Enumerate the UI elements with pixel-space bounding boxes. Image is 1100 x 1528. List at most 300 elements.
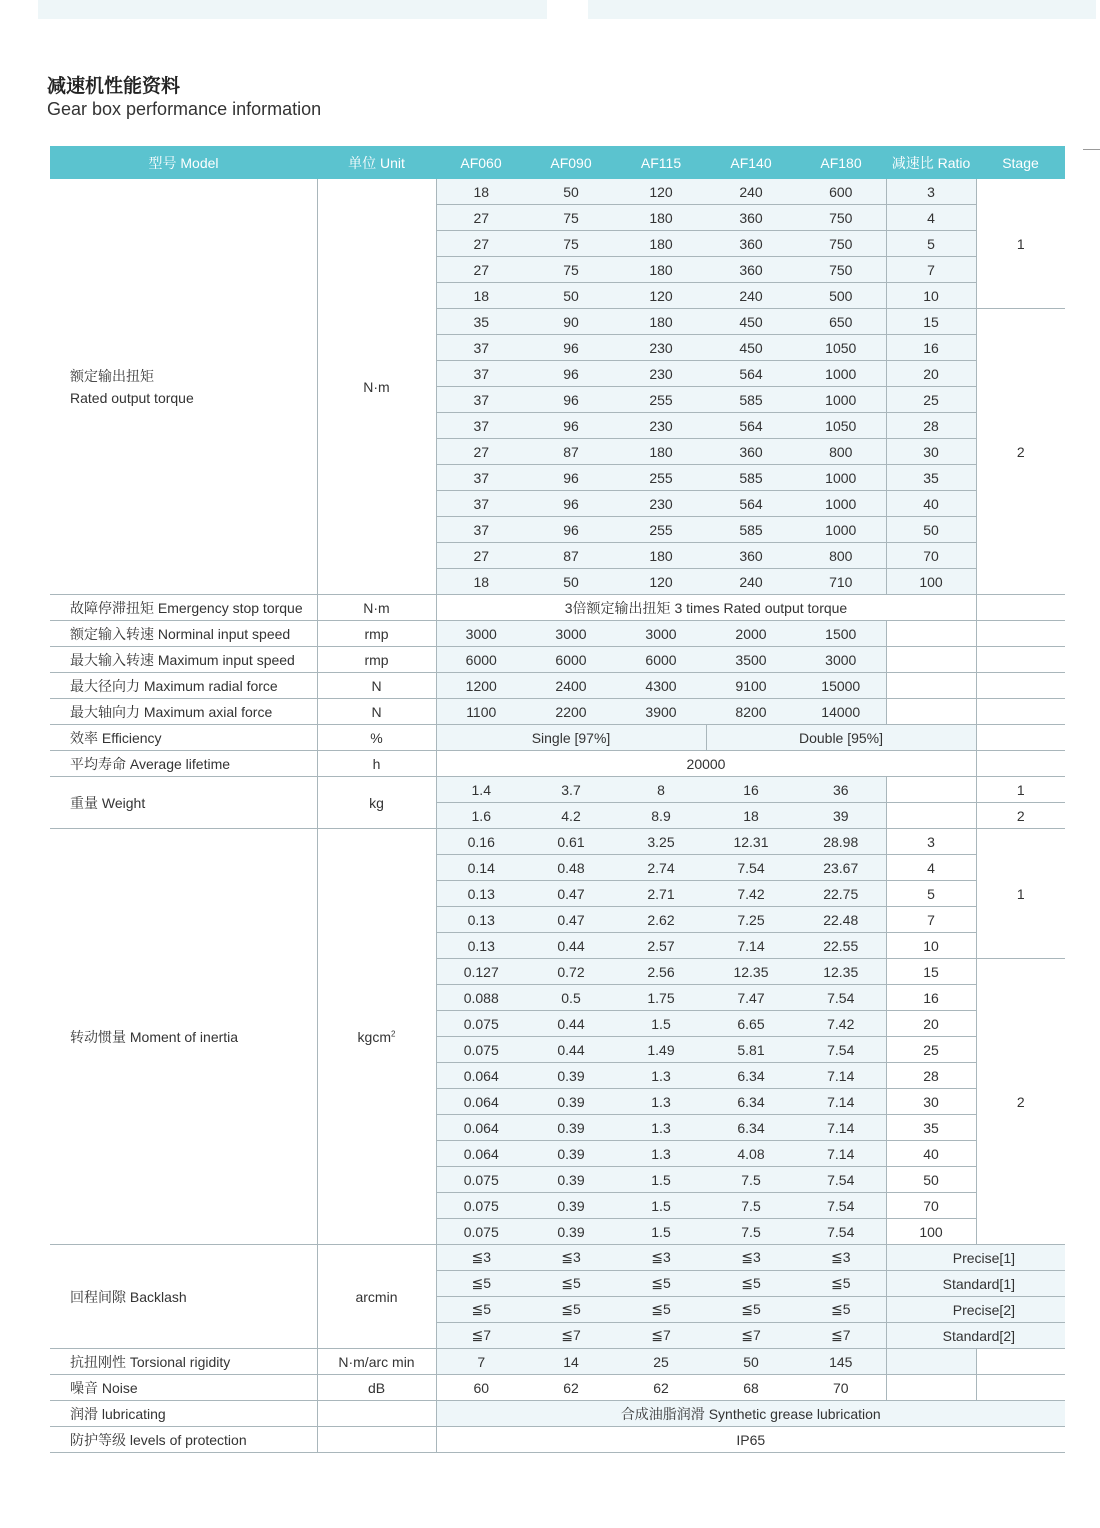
inertia-af060: 0.127	[436, 959, 526, 985]
torque-af140: 450	[706, 309, 796, 335]
inertia-af060: 0.075	[436, 1167, 526, 1193]
inertia-ratio: 70	[886, 1193, 976, 1219]
inertia-af140: 7.25	[706, 907, 796, 933]
efficiency-stage	[976, 725, 1065, 751]
spec-row	[50, 647, 1065, 673]
backlash-af180: ≦7	[796, 1323, 886, 1349]
inertia-af115: 1.3	[616, 1089, 706, 1115]
lubrication-value: 合成油脂润滑 Synthetic grease lubrication	[436, 1401, 1065, 1427]
torque-af180: 1000	[796, 465, 886, 491]
backlash-af115: ≦7	[616, 1323, 706, 1349]
inertia-af180: 7.14	[796, 1141, 886, 1167]
inertia-af115: 1.5	[616, 1011, 706, 1037]
efficiency-label: 效率 Efficiency	[50, 725, 317, 751]
torque-af115: 180	[616, 543, 706, 569]
torque-ratio: 3	[886, 179, 976, 205]
weight-af115: 8.9	[616, 803, 706, 829]
inertia-stage-1: 1	[976, 829, 1065, 959]
inertia-af180: 7.14	[796, 1089, 886, 1115]
protection-label: 防护等级 levels of protection	[50, 1427, 317, 1453]
weight-af090: 4.2	[526, 803, 616, 829]
torque-label	[50, 179, 317, 595]
inertia-unit-base: kgcm	[357, 1028, 391, 1045]
weight-af180: 36	[796, 777, 886, 803]
spec-label: 最大径向力 Maximum radial force	[50, 673, 317, 699]
backlash-af090: ≦7	[526, 1323, 616, 1349]
torque-ratio: 20	[886, 361, 976, 387]
noise-ratio	[886, 1375, 976, 1401]
backlash-af140: ≦7	[706, 1323, 796, 1349]
spec-af090: 2400	[526, 673, 616, 699]
torque-label-en: Rated output torque	[70, 389, 194, 406]
page-title-en: Gear box performance information	[47, 99, 322, 119]
inertia-af090: 0.39	[526, 1063, 616, 1089]
torque-af140: 564	[706, 413, 796, 439]
spec-af090: 2200	[526, 699, 616, 725]
header-af115: AF115	[616, 146, 706, 179]
torque-ratio: 28	[886, 413, 976, 439]
torque-af060: 35	[436, 309, 526, 335]
efficiency-single: Single [97%]	[436, 725, 706, 751]
inertia-ratio: 10	[886, 933, 976, 959]
torque-af115: 230	[616, 361, 706, 387]
backlash-af115: ≦5	[616, 1297, 706, 1323]
torque-af140: 585	[706, 465, 796, 491]
inertia-unit	[317, 829, 436, 1245]
inertia-af090: 0.5	[526, 985, 616, 1011]
efficiency-double: Double [95%]	[706, 725, 976, 751]
header-af140: AF140	[706, 146, 796, 179]
backlash-af060: ≦5	[436, 1297, 526, 1323]
weight-af115: 8	[616, 777, 706, 803]
backlash-af140: ≦5	[706, 1297, 796, 1323]
inertia-af060: 0.064	[436, 1141, 526, 1167]
torque-af090: 90	[526, 309, 616, 335]
torque-af140: 564	[706, 361, 796, 387]
inertia-af180: 28.98	[796, 829, 886, 855]
noise-af180: 70	[796, 1375, 886, 1401]
lifetime-unit: h	[317, 751, 436, 777]
header-af060: AF060	[436, 146, 526, 179]
inertia-ratio: 50	[886, 1167, 976, 1193]
torque-af115: 255	[616, 517, 706, 543]
top-banner-right	[588, 0, 1096, 19]
inertia-ratio: 30	[886, 1089, 976, 1115]
torque-af090: 87	[526, 543, 616, 569]
noise-af090: 62	[526, 1375, 616, 1401]
emergency-unit: N·m	[317, 595, 436, 621]
inertia-ratio: 5	[886, 881, 976, 907]
inertia-af180: 7.14	[796, 1063, 886, 1089]
edge-tick	[1083, 149, 1100, 150]
torque-af060: 37	[436, 517, 526, 543]
inertia-af140: 4.08	[706, 1141, 796, 1167]
torque-af140: 585	[706, 517, 796, 543]
inertia-ratio: 20	[886, 1011, 976, 1037]
torque-af180: 750	[796, 205, 886, 231]
spec-af060: 3000	[436, 621, 526, 647]
inertia-label: 转动惯量 Moment of inertia	[50, 829, 317, 1245]
performance-table	[50, 146, 1065, 1453]
weight-af060: 1.6	[436, 803, 526, 829]
header-ratio: 减速比 Ratio	[886, 146, 976, 179]
torque-af060: 37	[436, 335, 526, 361]
backlash-label: 回程间隙 Backlash	[50, 1245, 317, 1349]
inertia-af115: 1.3	[616, 1115, 706, 1141]
backlash-af090: ≦5	[526, 1297, 616, 1323]
noise-af115: 62	[616, 1375, 706, 1401]
spec-stage	[976, 621, 1065, 647]
spec-stage	[976, 699, 1065, 725]
emergency-label: 故障停滞扭矩 Emergency stop torque	[50, 595, 317, 621]
inertia-af060: 0.064	[436, 1115, 526, 1141]
inertia-unit-exponent: 2	[391, 1028, 396, 1038]
torque-af090: 96	[526, 361, 616, 387]
torque-af060: 27	[436, 439, 526, 465]
inertia-af060: 0.16	[436, 829, 526, 855]
table-header-row	[50, 146, 1065, 179]
header-af090: AF090	[526, 146, 616, 179]
torque-af180: 600	[796, 179, 886, 205]
backlash-af060: ≦5	[436, 1271, 526, 1297]
inertia-af090: 0.44	[526, 1011, 616, 1037]
spec-row	[50, 673, 1065, 699]
noise-unit: dB	[317, 1375, 436, 1401]
spec-ratio	[886, 621, 976, 647]
torque-ratio: 7	[886, 257, 976, 283]
inertia-ratio: 7	[886, 907, 976, 933]
inertia-af180: 7.54	[796, 1193, 886, 1219]
torque-af140: 585	[706, 387, 796, 413]
top-banner-left	[38, 0, 547, 19]
torque-af140: 360	[706, 231, 796, 257]
torque-ratio: 70	[886, 543, 976, 569]
page-title-cn: 减速机性能资料	[47, 76, 181, 97]
weight-label: 重量 Weight	[50, 777, 317, 829]
inertia-af115: 2.71	[616, 881, 706, 907]
header-af180: AF180	[796, 146, 886, 179]
torque-af140: 360	[706, 205, 796, 231]
lifetime-stage	[976, 751, 1065, 777]
inertia-af180: 7.14	[796, 1115, 886, 1141]
rigidity-row	[50, 1349, 1065, 1375]
torque-af115: 255	[616, 465, 706, 491]
inertia-ratio: 16	[886, 985, 976, 1011]
torque-label-cn: 额定输出扭矩	[70, 367, 154, 384]
inertia-af140: 6.34	[706, 1115, 796, 1141]
lifetime-row	[50, 751, 1065, 777]
torque-af060: 37	[436, 491, 526, 517]
torque-af090: 75	[526, 257, 616, 283]
torque-af090: 50	[526, 283, 616, 309]
inertia-af180: 22.48	[796, 907, 886, 933]
spec-label: 最大输入转速 Maximum input speed	[50, 647, 317, 673]
inertia-af115: 1.49	[616, 1037, 706, 1063]
spec-unit: rmp	[317, 647, 436, 673]
inertia-af090: 0.47	[526, 907, 616, 933]
spec-af090: 3000	[526, 621, 616, 647]
torque-af115: 180	[616, 309, 706, 335]
inertia-ratio: 35	[886, 1115, 976, 1141]
backlash-af140: ≦5	[706, 1271, 796, 1297]
inertia-af180: 7.54	[796, 1037, 886, 1063]
lifetime-value: 20000	[436, 751, 976, 777]
protection-row	[50, 1427, 1065, 1453]
torque-af140: 564	[706, 491, 796, 517]
torque-af090: 87	[526, 439, 616, 465]
emergency-value: 3倍额定输出扭矩 3 times Rated output torque	[436, 595, 976, 621]
torque-af060: 37	[436, 387, 526, 413]
noise-af140: 68	[706, 1375, 796, 1401]
backlash-row	[50, 1245, 1065, 1271]
torque-af090: 96	[526, 517, 616, 543]
rigidity-af180: 145	[796, 1349, 886, 1375]
torque-af060: 37	[436, 361, 526, 387]
emergency-row	[50, 595, 1065, 621]
inertia-af060: 0.075	[436, 1219, 526, 1245]
torque-af115: 230	[616, 335, 706, 361]
inertia-af115: 2.56	[616, 959, 706, 985]
inertia-af090: 0.39	[526, 1141, 616, 1167]
torque-af090: 96	[526, 465, 616, 491]
efficiency-row	[50, 725, 1065, 751]
backlash-af090: ≦3	[526, 1245, 616, 1271]
inertia-af115: 2.57	[616, 933, 706, 959]
inertia-ratio: 4	[886, 855, 976, 881]
weight-unit: kg	[317, 777, 436, 829]
torque-af060: 27	[436, 231, 526, 257]
inertia-af090: 0.44	[526, 1037, 616, 1063]
spec-af060: 1100	[436, 699, 526, 725]
inertia-af115: 1.75	[616, 985, 706, 1011]
inertia-af140: 6.34	[706, 1089, 796, 1115]
inertia-ratio: 15	[886, 959, 976, 985]
lubrication-row	[50, 1401, 1065, 1427]
torque-af115: 230	[616, 491, 706, 517]
weight-stage: 2	[976, 803, 1065, 829]
backlash-type: Precise[2]	[886, 1297, 1065, 1323]
spec-af140: 2000	[706, 621, 796, 647]
spec-ratio	[886, 673, 976, 699]
spec-stage	[976, 647, 1065, 673]
spec-unit: N	[317, 673, 436, 699]
backlash-type: Standard[1]	[886, 1271, 1065, 1297]
weight-af140: 16	[706, 777, 796, 803]
weight-ratio	[886, 777, 976, 803]
torque-af060: 37	[436, 465, 526, 491]
torque-af090: 50	[526, 179, 616, 205]
torque-af180: 1000	[796, 491, 886, 517]
torque-row	[50, 179, 1065, 205]
inertia-ratio: 28	[886, 1063, 976, 1089]
inertia-af180: 22.55	[796, 933, 886, 959]
inertia-ratio: 40	[886, 1141, 976, 1167]
inertia-af180: 7.54	[796, 1167, 886, 1193]
torque-ratio: 25	[886, 387, 976, 413]
torque-af090: 50	[526, 569, 616, 595]
torque-af115: 180	[616, 205, 706, 231]
inertia-af115: 2.74	[616, 855, 706, 881]
inertia-af090: 0.72	[526, 959, 616, 985]
table-body	[50, 179, 1065, 1453]
inertia-af060: 0.13	[436, 907, 526, 933]
weight-row	[50, 777, 1065, 803]
spec-unit: N	[317, 699, 436, 725]
torque-stage-2: 2	[976, 309, 1065, 595]
weight-af090: 3.7	[526, 777, 616, 803]
inertia-af090: 0.61	[526, 829, 616, 855]
spec-af140: 8200	[706, 699, 796, 725]
inertia-af060: 0.13	[436, 881, 526, 907]
torque-af090: 75	[526, 205, 616, 231]
torque-af115: 180	[616, 257, 706, 283]
inertia-af060: 0.13	[436, 933, 526, 959]
inertia-af060: 0.088	[436, 985, 526, 1011]
inertia-af140: 7.14	[706, 933, 796, 959]
inertia-af060: 0.064	[436, 1089, 526, 1115]
inertia-af060: 0.075	[436, 1011, 526, 1037]
inertia-af140: 7.47	[706, 985, 796, 1011]
torque-af180: 1050	[796, 413, 886, 439]
torque-af115: 255	[616, 387, 706, 413]
torque-af115: 230	[616, 413, 706, 439]
spec-af115: 6000	[616, 647, 706, 673]
torque-ratio: 35	[886, 465, 976, 491]
weight-ratio	[886, 803, 976, 829]
torque-af140: 240	[706, 283, 796, 309]
torque-af060: 37	[436, 413, 526, 439]
rigidity-af115: 25	[616, 1349, 706, 1375]
inertia-af060: 0.14	[436, 855, 526, 881]
torque-af115: 180	[616, 439, 706, 465]
noise-label: 噪音 Noise	[50, 1375, 317, 1401]
inertia-af115: 1.5	[616, 1193, 706, 1219]
weight-stage: 1	[976, 777, 1065, 803]
torque-af140: 360	[706, 257, 796, 283]
inertia-af090: 0.39	[526, 1193, 616, 1219]
inertia-af115: 1.3	[616, 1063, 706, 1089]
torque-af060: 27	[436, 257, 526, 283]
torque-af090: 96	[526, 387, 616, 413]
inertia-af140: 7.5	[706, 1193, 796, 1219]
inertia-af090: 0.39	[526, 1115, 616, 1141]
torque-af090: 75	[526, 231, 616, 257]
inertia-af115: 1.3	[616, 1141, 706, 1167]
torque-unit: N·m	[317, 179, 436, 595]
torque-af140: 360	[706, 439, 796, 465]
spec-af115: 3000	[616, 621, 706, 647]
torque-af140: 240	[706, 569, 796, 595]
rigidity-af060: 7	[436, 1349, 526, 1375]
inertia-af180: 22.75	[796, 881, 886, 907]
torque-af090: 96	[526, 335, 616, 361]
spec-af180: 14000	[796, 699, 886, 725]
torque-af180: 750	[796, 231, 886, 257]
inertia-af140: 12.35	[706, 959, 796, 985]
spec-af060: 6000	[436, 647, 526, 673]
spec-af140: 9100	[706, 673, 796, 699]
weight-af060: 1.4	[436, 777, 526, 803]
inertia-af090: 0.39	[526, 1219, 616, 1245]
backlash-unit: arcmin	[317, 1245, 436, 1349]
backlash-af180: ≦5	[796, 1297, 886, 1323]
torque-af180: 1000	[796, 517, 886, 543]
inertia-af140: 5.81	[706, 1037, 796, 1063]
torque-ratio: 50	[886, 517, 976, 543]
inertia-af180: 23.67	[796, 855, 886, 881]
spec-stage	[976, 673, 1065, 699]
torque-ratio: 15	[886, 309, 976, 335]
spec-af180: 3000	[796, 647, 886, 673]
inertia-ratio: 3	[886, 829, 976, 855]
torque-af180: 710	[796, 569, 886, 595]
inertia-af180: 7.42	[796, 1011, 886, 1037]
weight-af140: 18	[706, 803, 796, 829]
header-stage: Stage	[976, 146, 1065, 179]
protection-value: IP65	[436, 1427, 1065, 1453]
header-unit: 单位 Unit	[317, 146, 436, 179]
spec-label: 额定输入转速 Norminal input speed	[50, 621, 317, 647]
torque-af060: 18	[436, 283, 526, 309]
inertia-af090: 0.44	[526, 933, 616, 959]
torque-af140: 450	[706, 335, 796, 361]
rigidity-ratio	[886, 1349, 976, 1375]
torque-af180: 650	[796, 309, 886, 335]
inertia-af140: 6.34	[706, 1063, 796, 1089]
lubrication-unit	[317, 1401, 436, 1427]
torque-af180: 800	[796, 543, 886, 569]
noise-row	[50, 1375, 1065, 1401]
inertia-af060: 0.075	[436, 1037, 526, 1063]
backlash-af115: ≦3	[616, 1245, 706, 1271]
inertia-ratio: 25	[886, 1037, 976, 1063]
inertia-af180: 7.54	[796, 985, 886, 1011]
backlash-af140: ≦3	[706, 1245, 796, 1271]
inertia-af090: 0.39	[526, 1167, 616, 1193]
spec-af180: 1500	[796, 621, 886, 647]
torque-af115: 120	[616, 179, 706, 205]
torque-af090: 96	[526, 413, 616, 439]
inertia-af115: 1.5	[616, 1219, 706, 1245]
spec-af140: 3500	[706, 647, 796, 673]
spec-af090: 6000	[526, 647, 616, 673]
torque-af060: 27	[436, 543, 526, 569]
backlash-type: Precise[1]	[886, 1245, 1065, 1271]
torque-af115: 120	[616, 569, 706, 595]
rigidity-label: 抗扭刚性 Torsional rigidity	[50, 1349, 317, 1375]
torque-af060: 18	[436, 569, 526, 595]
torque-af180: 1000	[796, 387, 886, 413]
inertia-af140: 7.54	[706, 855, 796, 881]
inertia-af115: 2.62	[616, 907, 706, 933]
torque-af060: 27	[436, 205, 526, 231]
spec-label: 最大轴向力 Maximum axial force	[50, 699, 317, 725]
inertia-af090: 0.48	[526, 855, 616, 881]
torque-ratio: 40	[886, 491, 976, 517]
torque-af180: 1000	[796, 361, 886, 387]
backlash-af180: ≦3	[796, 1245, 886, 1271]
rigidity-unit: N·m/arc min	[317, 1349, 436, 1375]
spec-row	[50, 699, 1065, 725]
inertia-row	[50, 829, 1065, 855]
torque-af180: 750	[796, 257, 886, 283]
torque-af140: 360	[706, 543, 796, 569]
torque-ratio: 30	[886, 439, 976, 465]
spec-ratio	[886, 699, 976, 725]
inertia-ratio: 100	[886, 1219, 976, 1245]
torque-af060: 18	[436, 179, 526, 205]
backlash-type: Standard[2]	[886, 1323, 1065, 1349]
